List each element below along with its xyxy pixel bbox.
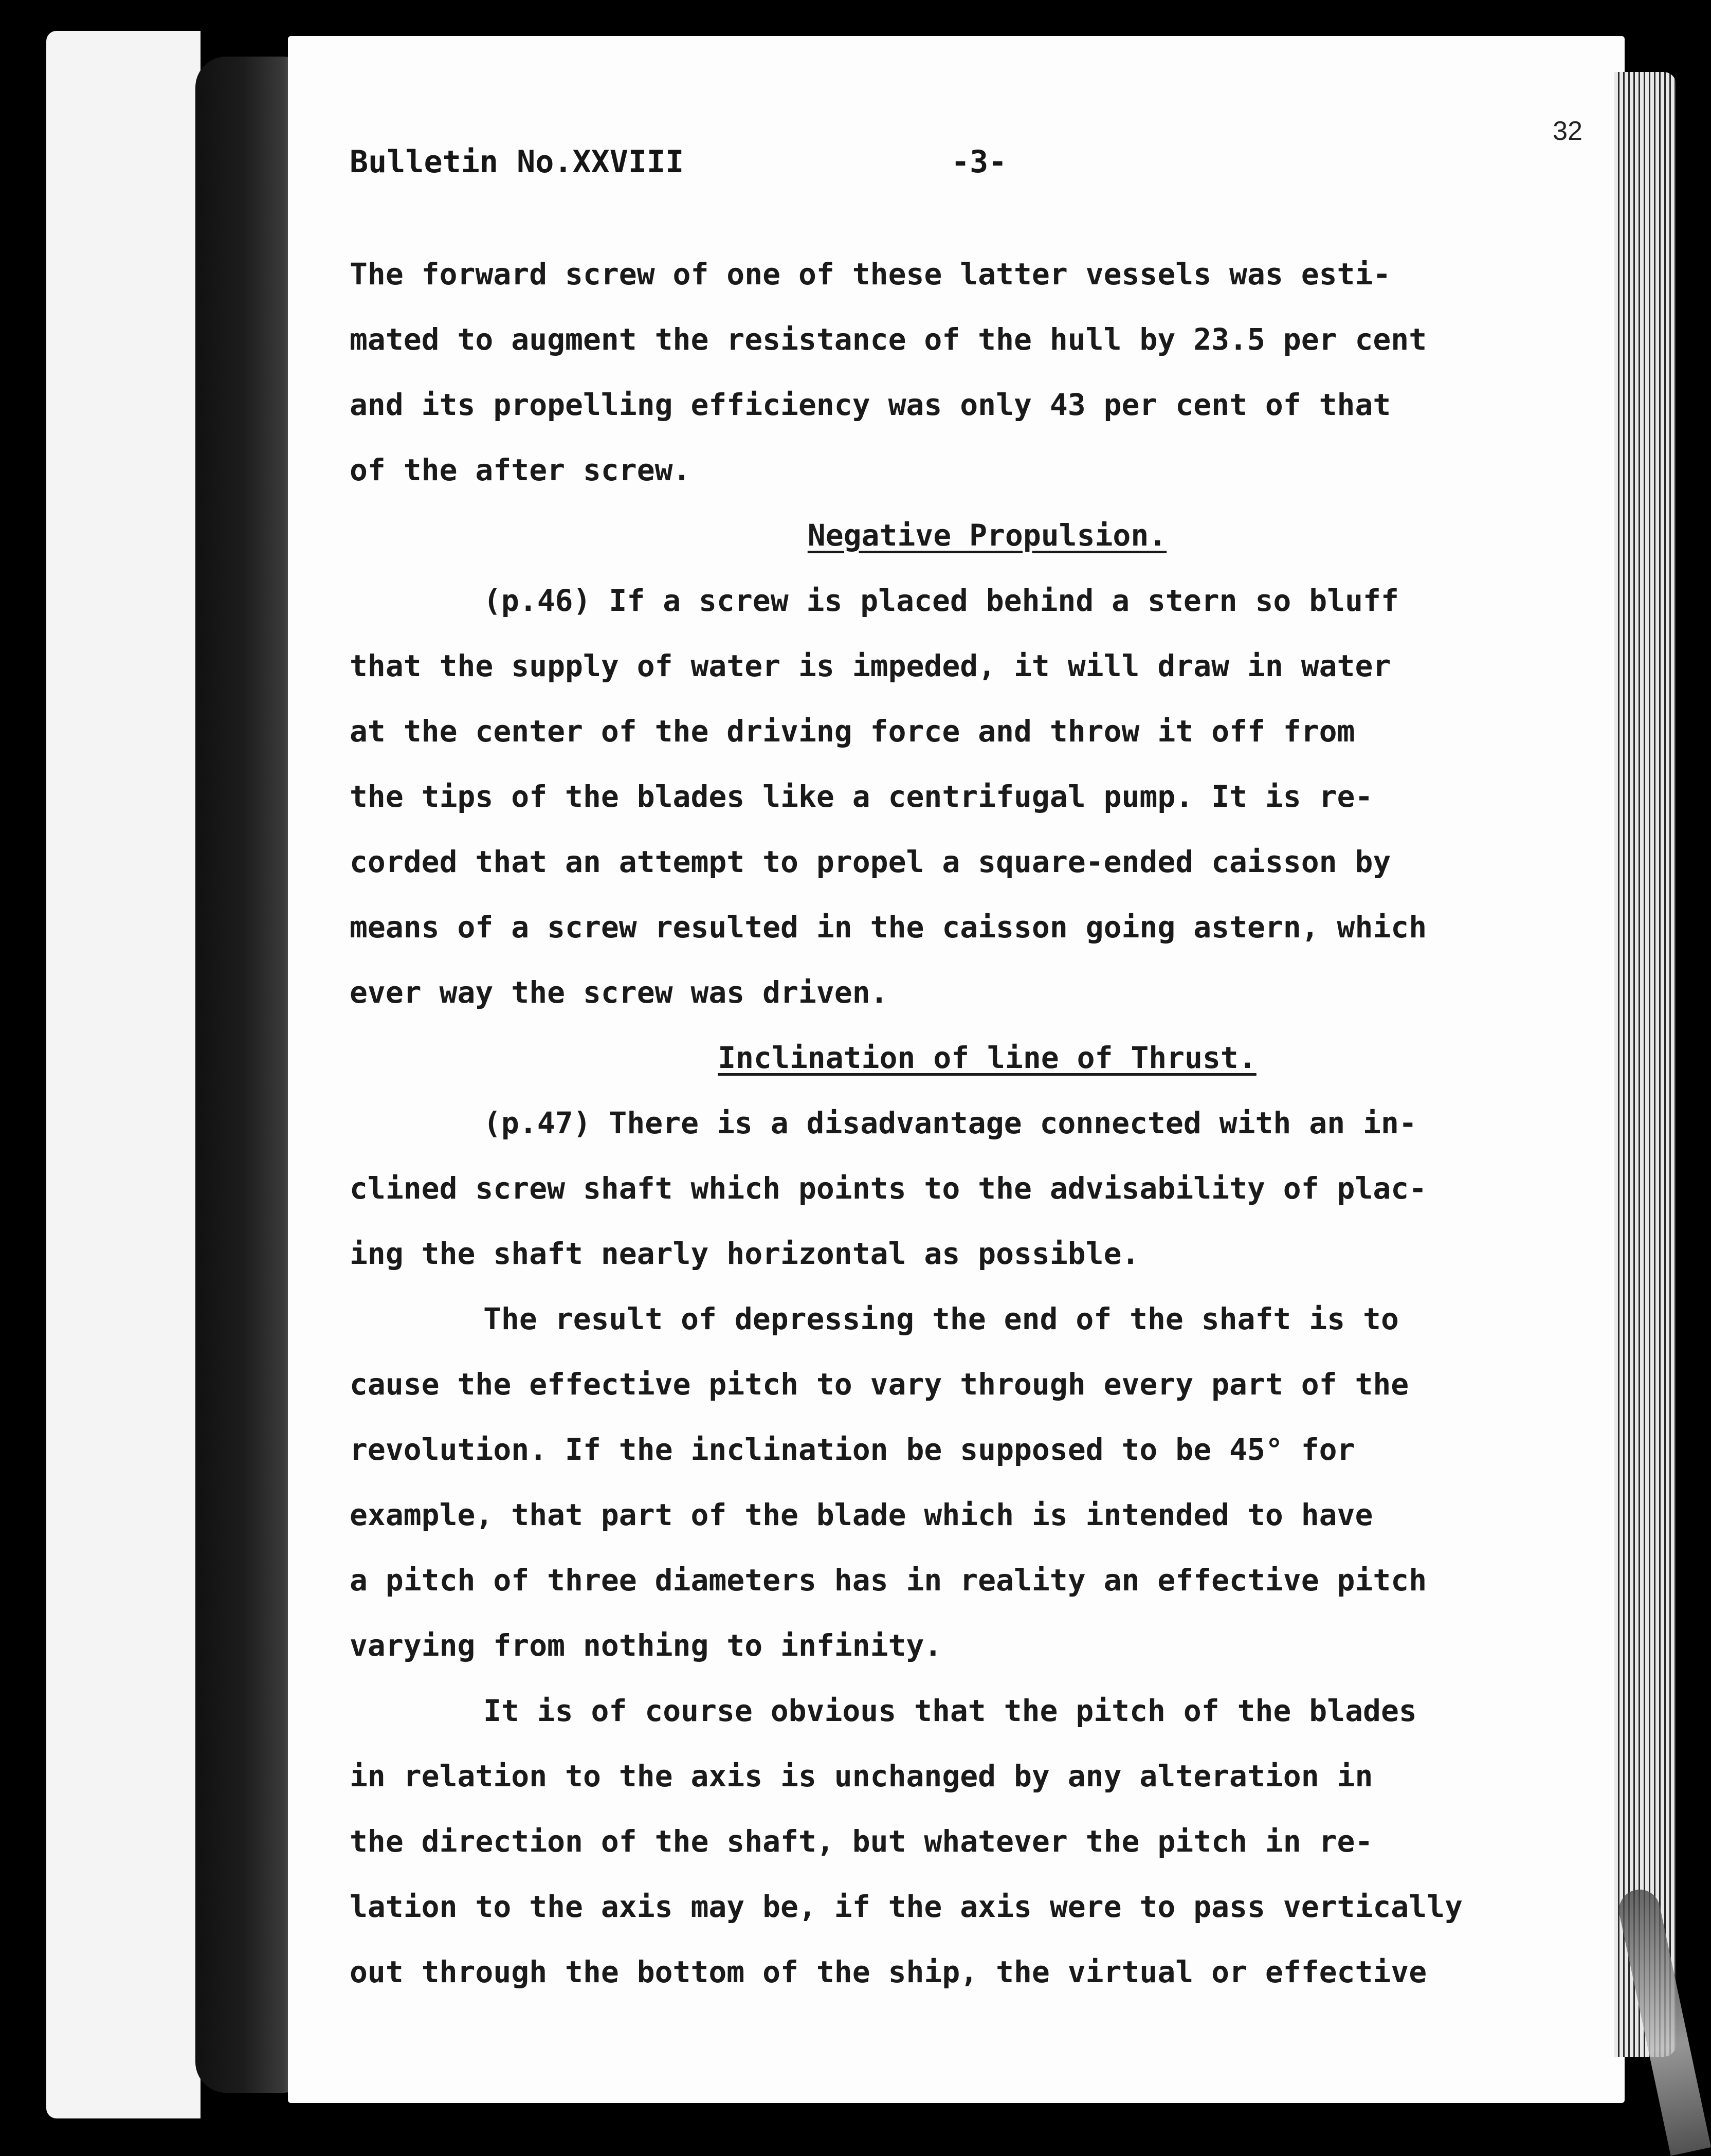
section-heading: [350, 1025, 1532, 1091]
text-line: out through the bottom of the ship, the virtual or effective: [350, 1954, 1427, 1989]
text-line: means of a screw resulted in the caisson going astern, which: [350, 910, 1427, 945]
text-line: and its propelling efficiency was only 43 per cent of that: [350, 387, 1391, 422]
text-line: in relation to the axis is unchanged by any alteration in: [350, 1759, 1373, 1793]
text-line: clined screw shaft which points to the advisability of plac-: [350, 1171, 1427, 1206]
text-line: (p.46) If a screw is placed behind a stern so bluff: [483, 583, 1399, 618]
text-line: at the center of the driving force and throw it off from: [350, 714, 1355, 749]
text-line: lation to the axis may be, if the axis were to pass vertically: [350, 1889, 1463, 1924]
text-line: the direction of the shaft, but whatever the pitch in re-: [350, 1824, 1373, 1859]
text-line: mated to augment the resistance of the hull by 23.5 per cent: [350, 322, 1427, 357]
heading-text: Negative Propulsion.: [807, 518, 1167, 553]
text-line: ing the shaft nearly horizontal as possible.: [350, 1236, 1140, 1271]
text-line: The forward screw of one of these latter vessels was esti-: [350, 257, 1391, 292]
text-line: The result of depressing the end of the shaft is to: [483, 1301, 1399, 1336]
text-line: of the after screw.: [350, 452, 691, 487]
text-line: the tips of the blades like a centrifugal pump. It is re-: [350, 779, 1373, 814]
text-line: that the supply of water is impeded, it will draw in water: [350, 648, 1391, 683]
text-line: varying from nothing to infinity.: [350, 1628, 942, 1663]
section-heading: [350, 503, 1532, 568]
body-text: [350, 242, 1532, 2005]
text-line: cause the effective pitch to vary through every part of the: [350, 1367, 1409, 1402]
text-line: It is of course obvious that the pitch of the blades: [483, 1693, 1417, 1728]
text-line: (p.47) There is a disadvantage connected with an in-: [483, 1106, 1417, 1140]
text-line: revolution. If the inclination be supposed to be 45° for: [350, 1432, 1355, 1467]
bulletin-title: Bulletin No.XXVIII: [350, 144, 684, 180]
text-line: ever way the screw was driven.: [350, 975, 888, 1010]
text-line: a pitch of three diameters has in reality an effective pitch: [350, 1563, 1427, 1598]
text-line: example, that part of the blade which is intended to have: [350, 1497, 1373, 1532]
facing-page-edge: [46, 31, 201, 2118]
heading-text: Inclination of line of Thrust.: [718, 1040, 1257, 1075]
page-number: 32: [1553, 116, 1582, 146]
section-number: -3-: [951, 144, 1007, 180]
text-line: corded that an attempt to propel a square-ended caisson by: [350, 844, 1391, 879]
page-header: [350, 144, 1532, 185]
page-edge-stack: [1614, 72, 1676, 2057]
